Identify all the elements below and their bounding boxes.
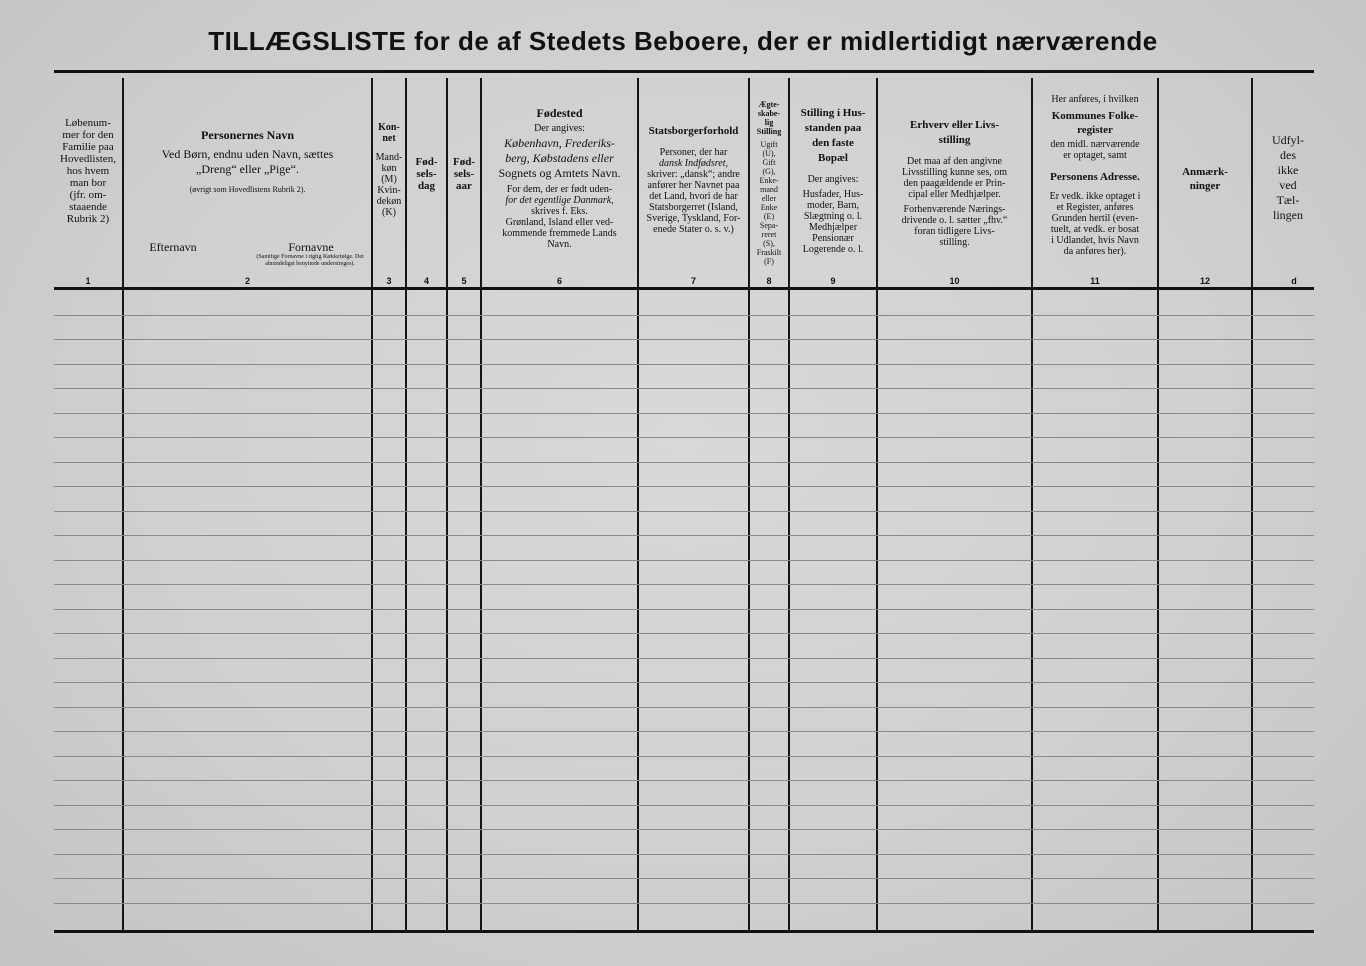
col-number: d bbox=[1291, 276, 1297, 286]
col-number: 4 bbox=[423, 276, 429, 286]
row-line bbox=[54, 805, 1314, 806]
row-line bbox=[54, 854, 1314, 855]
row-line bbox=[54, 658, 1314, 659]
row-line bbox=[54, 682, 1314, 683]
row-line bbox=[54, 707, 1314, 708]
col-6-header: Fødested Der angives: København, Frederiks- berg, Købstadens eller Sognets og Amtets Navn. For dem, der er født uden- for det egentlige Danmark, skrives f. Eks. Grønland, Island eller ved- kommende fremmede Lands Navn. bbox=[498, 106, 621, 250]
col-number: 6 bbox=[556, 276, 562, 286]
col-5-header: Fød- sels- aar bbox=[453, 156, 475, 192]
row-line bbox=[54, 560, 1314, 561]
col-number: 8 bbox=[766, 276, 772, 286]
row-line bbox=[54, 829, 1314, 830]
column-divider bbox=[122, 78, 124, 930]
col-9-header: Stilling i Hus- standen paa den faste Bopæl Der angives: Husfader, Hus- moder, Barn, Slægtning o. l. Medhjælper Pensionær Logerende o. l. bbox=[800, 107, 866, 255]
column-divider bbox=[405, 78, 407, 930]
row-line bbox=[54, 878, 1314, 879]
top-rule bbox=[54, 70, 1314, 73]
col-number: 11 bbox=[1090, 276, 1100, 286]
row-line bbox=[54, 364, 1314, 365]
col-12-header: Anmærk- ninger bbox=[1182, 166, 1228, 192]
row-line bbox=[54, 633, 1314, 634]
row-line bbox=[54, 413, 1314, 414]
row-line bbox=[54, 315, 1314, 316]
row-line bbox=[54, 535, 1314, 536]
col-d-header: Udfyl- des ikke ved Tæl- lingen bbox=[1272, 133, 1304, 222]
col-4-header: Fød- sels- dag bbox=[415, 156, 438, 192]
row-line bbox=[54, 388, 1314, 389]
row-line bbox=[54, 437, 1314, 438]
col-number: 3 bbox=[386, 276, 392, 286]
row-line bbox=[54, 903, 1314, 904]
col-11-header: Her anføres, i hvilken Kommunes Folke- register den midl. nærværende er optaget, samt Personens Adresse. Er vedk. ikke optaget i et Register, anføres Grunden hertil (even- tuelt, at vedk. er bosat i Udlandet, hvis Navn da anføres her). bbox=[1049, 94, 1141, 257]
row-line bbox=[54, 756, 1314, 757]
form-title: TILLÆGSLISTE for de af Stedets Beboere, der er midlertidigt nærværende bbox=[208, 26, 1158, 56]
row-line bbox=[54, 486, 1314, 487]
col-number: 12 bbox=[1199, 276, 1210, 286]
bottom-rule bbox=[54, 930, 1314, 933]
col-2-header: Personernes Navn Ved Børn, endnu uden Navn, sættes „Dreng“ eller „Pige“. (øvrigt som Hovedlistens Rubrik 2). bbox=[161, 128, 334, 194]
row-line bbox=[54, 584, 1314, 585]
row-line bbox=[54, 339, 1314, 340]
col-10-header: Erhverv eller Livs- stilling Det maa af den angivne Livsstilling kunne ses, om den paagældende er Prin- cipal eller Medhjælper. Forhenværende Nærings- drivende o. l. sætter „fhv.“ foran tidligere Livs- stilling. bbox=[901, 119, 1008, 248]
row-line bbox=[54, 609, 1314, 610]
column-divider bbox=[1157, 78, 1159, 930]
col-number: 7 bbox=[690, 276, 696, 286]
row-line bbox=[54, 511, 1314, 512]
column-divider bbox=[446, 78, 448, 930]
row-line bbox=[54, 462, 1314, 463]
col-2-forenames-note: (Samtlige Fornavne i rigtig Rækkefølge. Det almindeligst benyttede understreges). bbox=[256, 254, 364, 267]
header-bottom-rule bbox=[54, 287, 1314, 290]
col-number: 1 bbox=[85, 276, 91, 286]
col-number: 9 bbox=[830, 276, 836, 286]
col-number: 10 bbox=[949, 276, 960, 286]
col-1-header: Løbenum- mer for den Familie paa Hovedlisten, hos hvem man bor (jfr. om- staaende Rubrik 2) bbox=[60, 117, 116, 225]
col-2-forenames-label: Fornavne bbox=[288, 240, 334, 254]
col-3-header: Kon- net Mand- køn (M) Kvin- dekøn (K) bbox=[375, 122, 403, 218]
col-number: 5 bbox=[461, 276, 467, 286]
col-2-surname-label: Efternavn bbox=[149, 240, 197, 254]
col-8-header: Ægte- skabe- lig Stilling Ugift (U), Gift (G), Enke- mand eller Enke (E) Sepa- reret (S), Fraskilt (F) bbox=[756, 100, 782, 266]
row-line bbox=[54, 780, 1314, 781]
col-7-header: Statsborgerforhold Personer, der har dansk Indfødsret, skriver: „dansk“; andre anfører her Navnet paa det Land, hvori de har Statsborgerret (Island, Sverige, Tyskland, For- enede Stater o. s. v.) bbox=[646, 125, 741, 235]
col-number: 2 bbox=[244, 276, 250, 286]
row-line bbox=[54, 731, 1314, 732]
